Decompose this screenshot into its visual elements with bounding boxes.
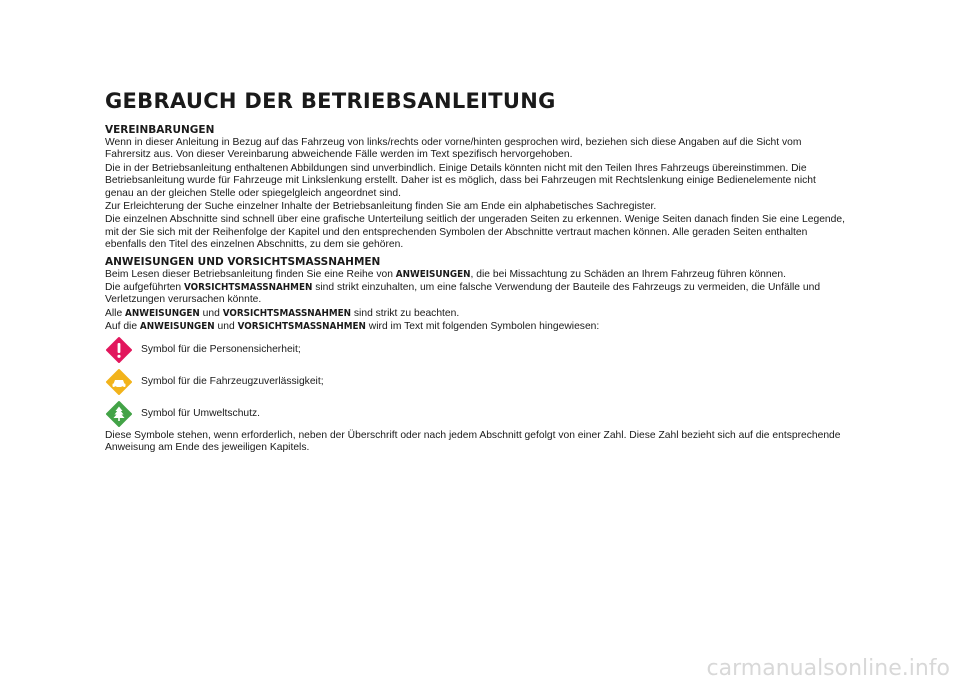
page-title: GEBRAUCH DER BETRIEBSANLEITUNG (105, 89, 556, 113)
symbol-row (105, 334, 845, 366)
section-instructions (105, 255, 845, 455)
text: wird im Text mit folgenden Symbolen hingewiesen: (365, 321, 600, 333)
keyword: ANWEISUNGEN (139, 321, 215, 333)
text: und (214, 321, 238, 333)
text: Alle (105, 307, 126, 319)
keyword: ANWEISUNGEN (125, 307, 200, 319)
section-heading: VEREINBARUNGEN (105, 124, 215, 136)
section-heading: ANWEISUNGEN UND VORSICHTSMASSNAHMEN (105, 255, 381, 268)
personal-safety-warning-icon (105, 336, 133, 364)
symbol-label: Symbol für Umweltschutz. (141, 408, 261, 420)
paragraph (105, 269, 845, 281)
text: Auf die (105, 321, 140, 333)
paragraph: Die einzelnen Abschnitte sind schnell über eine grafische Unterteilung seitlich der ungeraden Seiten zu erkennen. Wenige Seiten danach finden Sie eine Legende, mit der Sie sich mit der Reihenfolge der Kapitel und den entsprechenden Symbolen der Abschnitte vertraut machen können. Alle geraden Seiten enthalten ebenfalls den Titel des einzelnen Abschnitts, zu dem sie gehören. (105, 214, 845, 251)
keyword: VORSICHTSMASSNAHMEN (237, 321, 366, 333)
symbol-label: Symbol für die Fahrzeugzuverlässigkeit; (141, 376, 324, 388)
symbol-label: Symbol für die Personensicherheit; (141, 344, 301, 356)
paragraph: Wenn in dieser Anleitung in Bezug auf das Fahrzeug von links/rechts oder vorne/hinten gesprochen wird, beziehen sich diese Angaben auf die Sicht vom Fahrersitz aus. Von dieser Vereinbarung abweichende Fälle werden im Text spezifisch hervorgehoben. (105, 137, 802, 161)
text: sind strikt einzuhalten, um eine falsche Verwendung der Bauteile des Fahrzeugs zu vermeiden, die Unfälle und Verletzungen verursachen könnte. (105, 282, 821, 306)
text: Die aufgeführten (105, 282, 184, 294)
keyword: VORSICHTSMASSNAHMEN (222, 307, 352, 319)
keyword: VORSICHTSMASSNAHMEN (184, 282, 313, 294)
symbol-row (105, 398, 845, 430)
manual-page (105, 88, 845, 455)
paragraph: Die in der Betriebsanleitung enthaltenen Abbildungen sind unverbindlich. Einige Details könnten nicht mit den Teilen Ihres Fahrzeugs übereinstimmen. Die Betriebsanleitung wurde für Fahrzeuge mit Linkslenkung erstellt. Daher ist es möglich, dass bei Fahrzeugen mit Rechtslenkung einige Bedienelemente nicht genau an der gleichen Stelle oder spiegelgleich angeordnet sind. (105, 162, 816, 199)
watermark: carmanualsonline.info (706, 656, 950, 681)
text: und (199, 307, 223, 319)
symbol-row (105, 366, 845, 398)
vehicle-reliability-icon (105, 368, 133, 396)
paragraph (105, 308, 845, 320)
keyword: ANWEISUNGEN (395, 268, 471, 280)
text: sind strikt zu beachten. (351, 307, 460, 319)
section-conventions (105, 123, 845, 252)
paragraph (105, 321, 845, 333)
text: , die bei Missachtung zu Schäden an Ihrem Fahrzeug führen können. (470, 268, 786, 280)
text: Beim Lesen dieser Betriebsanleitung finden Sie eine Reihe von (105, 268, 396, 280)
paragraph: Diese Symbole stehen, wenn erforderlich, neben der Überschrift oder nach jedem Abschnitt gefolgt von einer Zahl. Diese Zahl bezieht sich auf die entsprechende Anweisung am Ende des jeweiligen Kapitels. (105, 429, 841, 454)
environment-protection-icon (105, 400, 133, 428)
paragraph: Zur Erleichterung der Suche einzelner Inhalte der Betriebsanleitung finden Sie am Ende ein alphabetisches Sachregister. (105, 201, 657, 213)
paragraph (105, 282, 845, 307)
